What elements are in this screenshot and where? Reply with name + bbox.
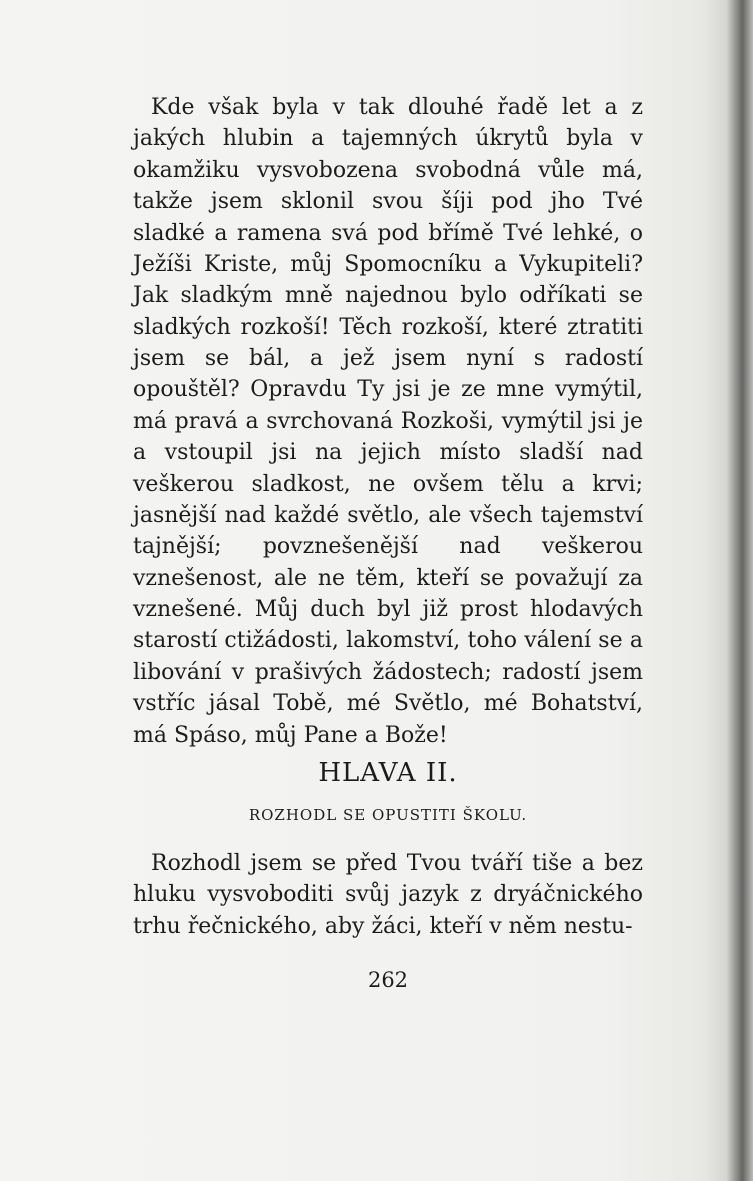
chapter-subtitle: ROZHODL SE OPUSTITI ŠKOLU. bbox=[248, 806, 528, 824]
body-text-block bbox=[133, 92, 643, 751]
paragraph-2: Rozhodl jsem se před Tvou tváří tiše a bez hluku vysvoboditi svůj jazyk z dryáčnického trhu řečnického, aby žáci, kteří v něm nestu- bbox=[133, 851, 643, 939]
paragraph-1: Kde však byla v tak dlouhé řadě let a z jakých hlubin a tajemných úkrytů byla v okamžiku vysvobozena svobodná vůle má, takže jsem sklonil svou šíji pod jho Tvé sladké a ramena svá pod břímě Tvé lehké, o Ježíši Kriste, můj Spomocníku a Vykupiteli? Jak sladkým mně najednou bylo odříkati se sladkých rozkoší! Těch rozkoší, které ztratiti jsem se bál, a jež jsem nyní s radostí opouštěl? Opravdu Ty jsi je ze mne vymýtil, má pravá a svrchovaná Rozkoši, vymýtil jsi je a vstoupil jsi na jejich místo sladší nad veškerou sladkost, ne ovšem tělu a krvi; jasnější nad každé světlo, ale všech tajemství tajnější; povznešenější nad veškerou vznešenost, ale ne těm, kteří se považují za vznešené. Můj duch byl již prost hlodavých starostí ctižádosti, lakomství, toho válení se a libování v prašivých žádostech; radostí jsem vstříc jásal Tobě, mé Světlo, mé Bohatství, má Spáso, můj Pane a Bože! bbox=[133, 95, 643, 748]
page-edge-shadow bbox=[705, 0, 753, 1181]
chapter-heading: HLAVA II. bbox=[318, 758, 458, 788]
body-text-block-2 bbox=[133, 848, 643, 942]
page-number: 262 bbox=[367, 968, 409, 992]
